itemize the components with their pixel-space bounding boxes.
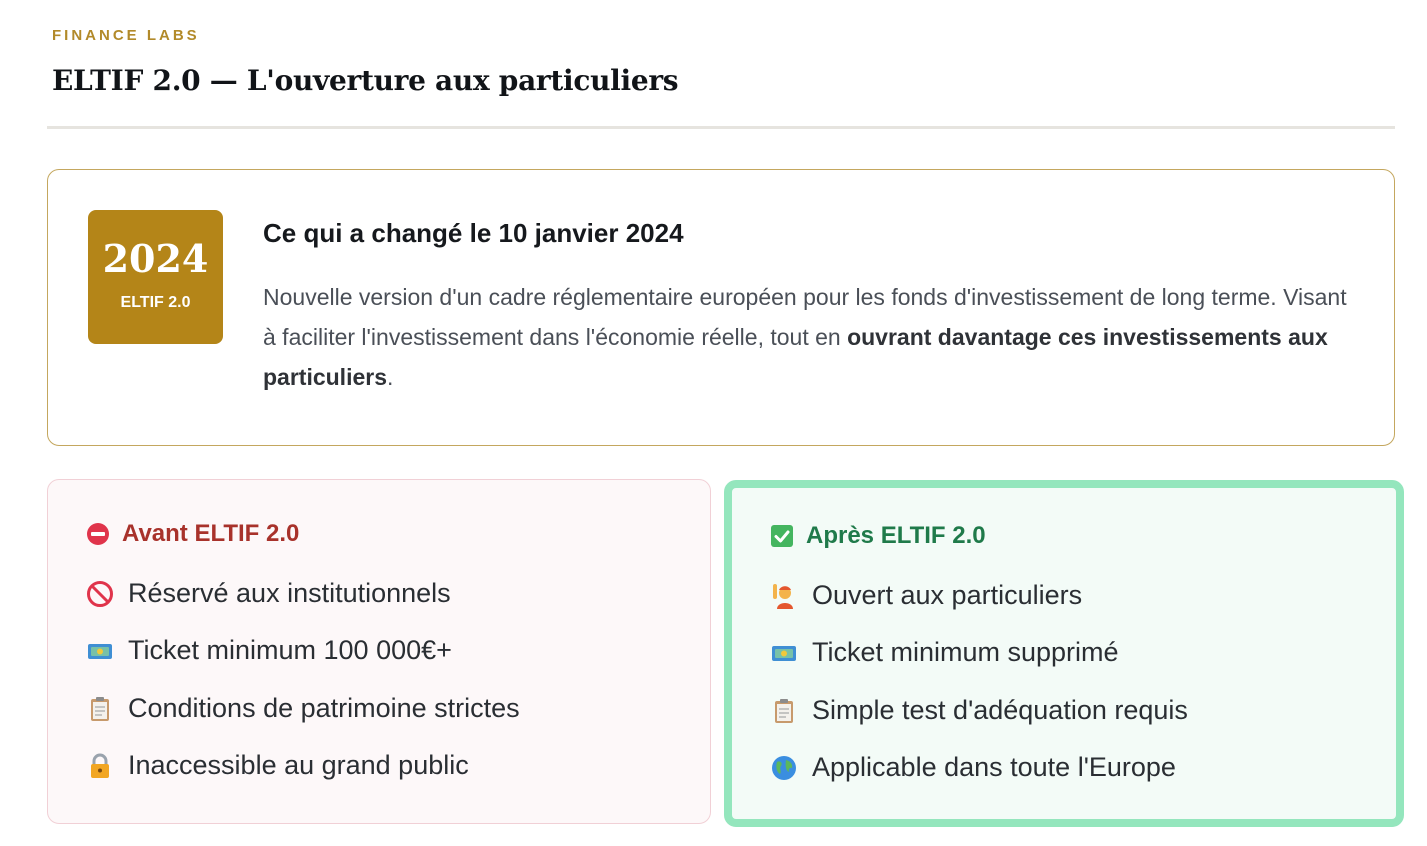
info-card xyxy=(47,169,1395,446)
minus-circle-icon xyxy=(86,522,110,546)
after-panel xyxy=(724,480,1404,827)
list-item xyxy=(86,750,469,781)
clipboard-icon xyxy=(770,697,798,725)
list-item xyxy=(770,695,1188,726)
info-text-end: . xyxy=(387,364,394,390)
page-title: ELTIF 2.0 — L'ouverture aux particuliers xyxy=(52,64,679,97)
list-item-label: Conditions de patrimoine strictes xyxy=(128,693,520,723)
before-panel xyxy=(47,479,711,824)
after-panel-title xyxy=(770,522,986,550)
list-item xyxy=(770,580,1082,611)
list-item-label: Ouvert aux particuliers xyxy=(812,580,1083,610)
badge-year: 2024 xyxy=(102,236,209,281)
before-title-text: Avant ELTIF 2.0 xyxy=(122,520,300,547)
check-box-icon xyxy=(770,524,794,548)
list-item-label: Simple test d'adéquation requis xyxy=(812,695,1188,725)
before-panel-title xyxy=(86,520,299,548)
header-divider xyxy=(47,126,1395,129)
brand-label: FINANCE LABS xyxy=(52,27,200,44)
list-item xyxy=(770,752,1176,783)
info-text-bold: ouvrant davantage ces investissements aux particuliers xyxy=(263,324,1328,390)
list-item xyxy=(86,693,520,724)
info-heading: Ce qui a changé le 10 janvier 2024 xyxy=(263,218,684,248)
list-item xyxy=(86,578,451,609)
list-item-label: Ticket minimum 100 000€+ xyxy=(128,635,452,665)
list-item xyxy=(86,635,452,666)
banknote-icon xyxy=(770,639,798,667)
banknote-icon xyxy=(86,637,114,665)
globe-icon xyxy=(770,754,798,782)
after-title-text: Après ELTIF 2.0 xyxy=(806,522,986,549)
list-item-label: Ticket minimum supprimé xyxy=(812,637,1119,667)
clipboard-icon xyxy=(86,695,114,723)
prohibited-icon xyxy=(86,580,114,608)
list-item-label: Réservé aux institutionnels xyxy=(128,578,451,608)
list-item-label: Applicable dans toute l'Europe xyxy=(812,752,1176,782)
info-text-part: Nouvelle version d'un cadre réglementaire européen pour les fonds d'investissement de long terme. Visant à faciliter l'investissement dans l'économie réelle, tout en xyxy=(263,284,1347,350)
year-badge xyxy=(88,210,223,344)
badge-label: ELTIF 2.0 xyxy=(120,294,191,311)
list-item-label: Inaccessible au grand public xyxy=(128,750,469,780)
info-description xyxy=(263,277,1363,397)
person-raising-hand-icon xyxy=(770,582,798,610)
list-item xyxy=(770,637,1119,668)
lock-icon xyxy=(86,752,114,780)
